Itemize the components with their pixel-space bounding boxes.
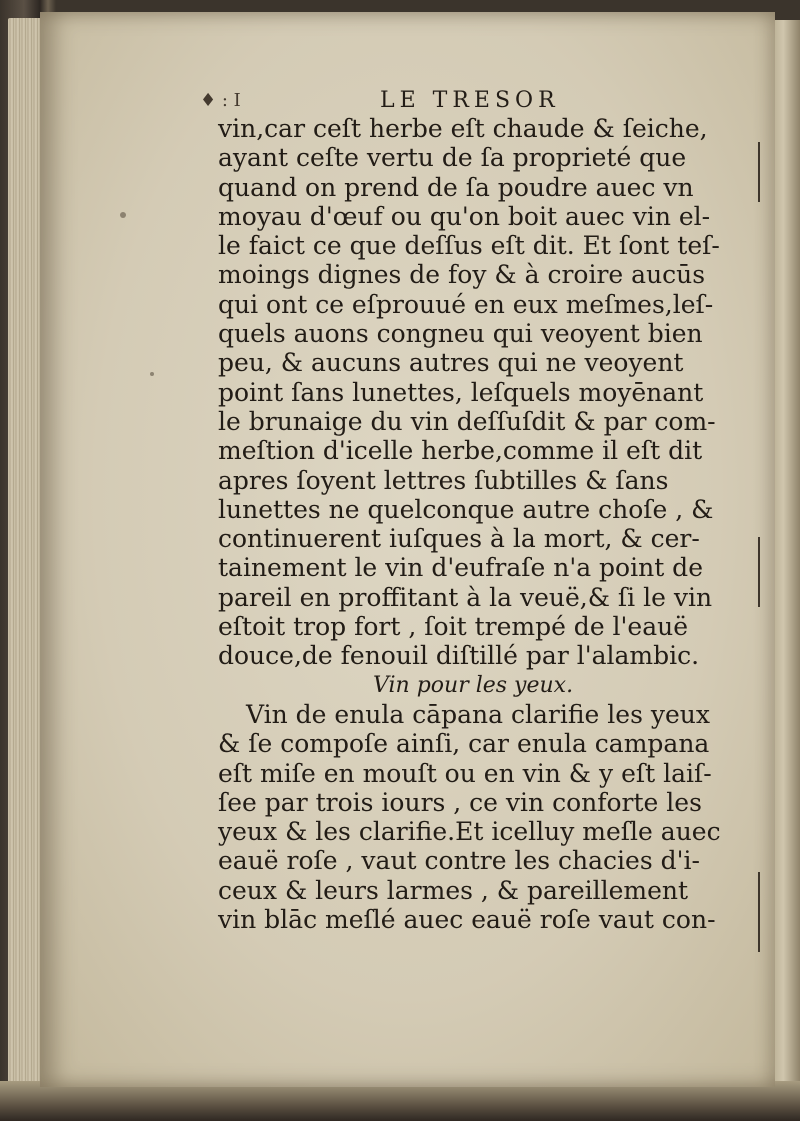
text-line: & ſe compoſe ainſi, car enula campana — [218, 729, 710, 759]
text-line: apres ſoyent lettres ſubtilles & ſans — [218, 465, 669, 495]
text-line: moings dignes de foy & à croire aucūs — [218, 260, 706, 290]
text-line: vin blāc meſlé auec eauë roſe vaut con- — [218, 905, 716, 935]
text-line: pareil en proffitant à la veuë,& ſi le vin — [218, 582, 713, 612]
text-line: vin,car ceſt herbe eſt chaude & ſeiche, — [218, 114, 708, 143]
text-line: qui ont ce eſprouué en eux meſmes,leſ- — [218, 289, 714, 319]
text-line: eſtoit trop fort , ſoit trempé de l'eauë — [218, 612, 689, 642]
text-line: continuerent iuſques à la mort, & cer- — [218, 524, 700, 554]
text-line: eauë roſe , vaut contre les chacies d'i- — [218, 846, 700, 876]
text-line: ayant ceſte vertu de ſa proprieté que — [218, 143, 687, 173]
text-line: point ſans lunettes, leſquels moyēnant — [218, 377, 704, 407]
ink-spot — [120, 212, 126, 218]
text-line: quels auons congneu qui veoyent bien — [218, 319, 703, 349]
page-edge-right — [772, 20, 800, 1110]
text-line: douce,de fenouil diſtillé par l'alambic. — [218, 641, 700, 671]
margin-mark — [758, 872, 760, 952]
margin-mark — [758, 142, 760, 202]
margin-mark — [758, 537, 760, 607]
text-line: Vin de enula cāpana clarifie les yeux — [246, 699, 710, 729]
text-line: lunettes ne quelconque autre choſe , & — [218, 494, 714, 524]
text-line: moyau d'œuf ou qu'on boit auec vin el- — [218, 201, 711, 231]
text-line: le brunaige du vin deſſuſdit & par com- — [218, 406, 716, 436]
ink-spot — [150, 372, 154, 376]
text-line: tainement le vin d'eufraſe n'a point de — [218, 553, 703, 583]
text-line: quand on prend de ſa poudre auec vn — [218, 172, 694, 202]
page-edge-bottom — [0, 1081, 800, 1121]
folio-number: ♦ : I — [200, 90, 241, 111]
text-line: ſee par trois iours , ce vin conforte les — [218, 787, 702, 817]
text-line: ceux & leurs larmes , & pareillement — [218, 875, 689, 905]
body-text — [218, 114, 728, 934]
section-subheading: Vin pour les yeux. — [373, 672, 574, 698]
text-line: eſt miſe en mouſt ou en vin & y eſt laiſ- — [218, 758, 712, 788]
text-line: peu, & aucuns autres qui ne veoyent — [218, 348, 684, 378]
text-line: yeux & les clarifie.Et icelluy meſle auec — [218, 817, 721, 847]
text-line: meſtion d'icelle herbe,comme il eſt dit — [218, 436, 703, 466]
running-head: LE TRESOR — [380, 88, 560, 113]
text-line: le faict ce que deſſus eſt dit. Et ſont teſ- — [218, 231, 720, 261]
